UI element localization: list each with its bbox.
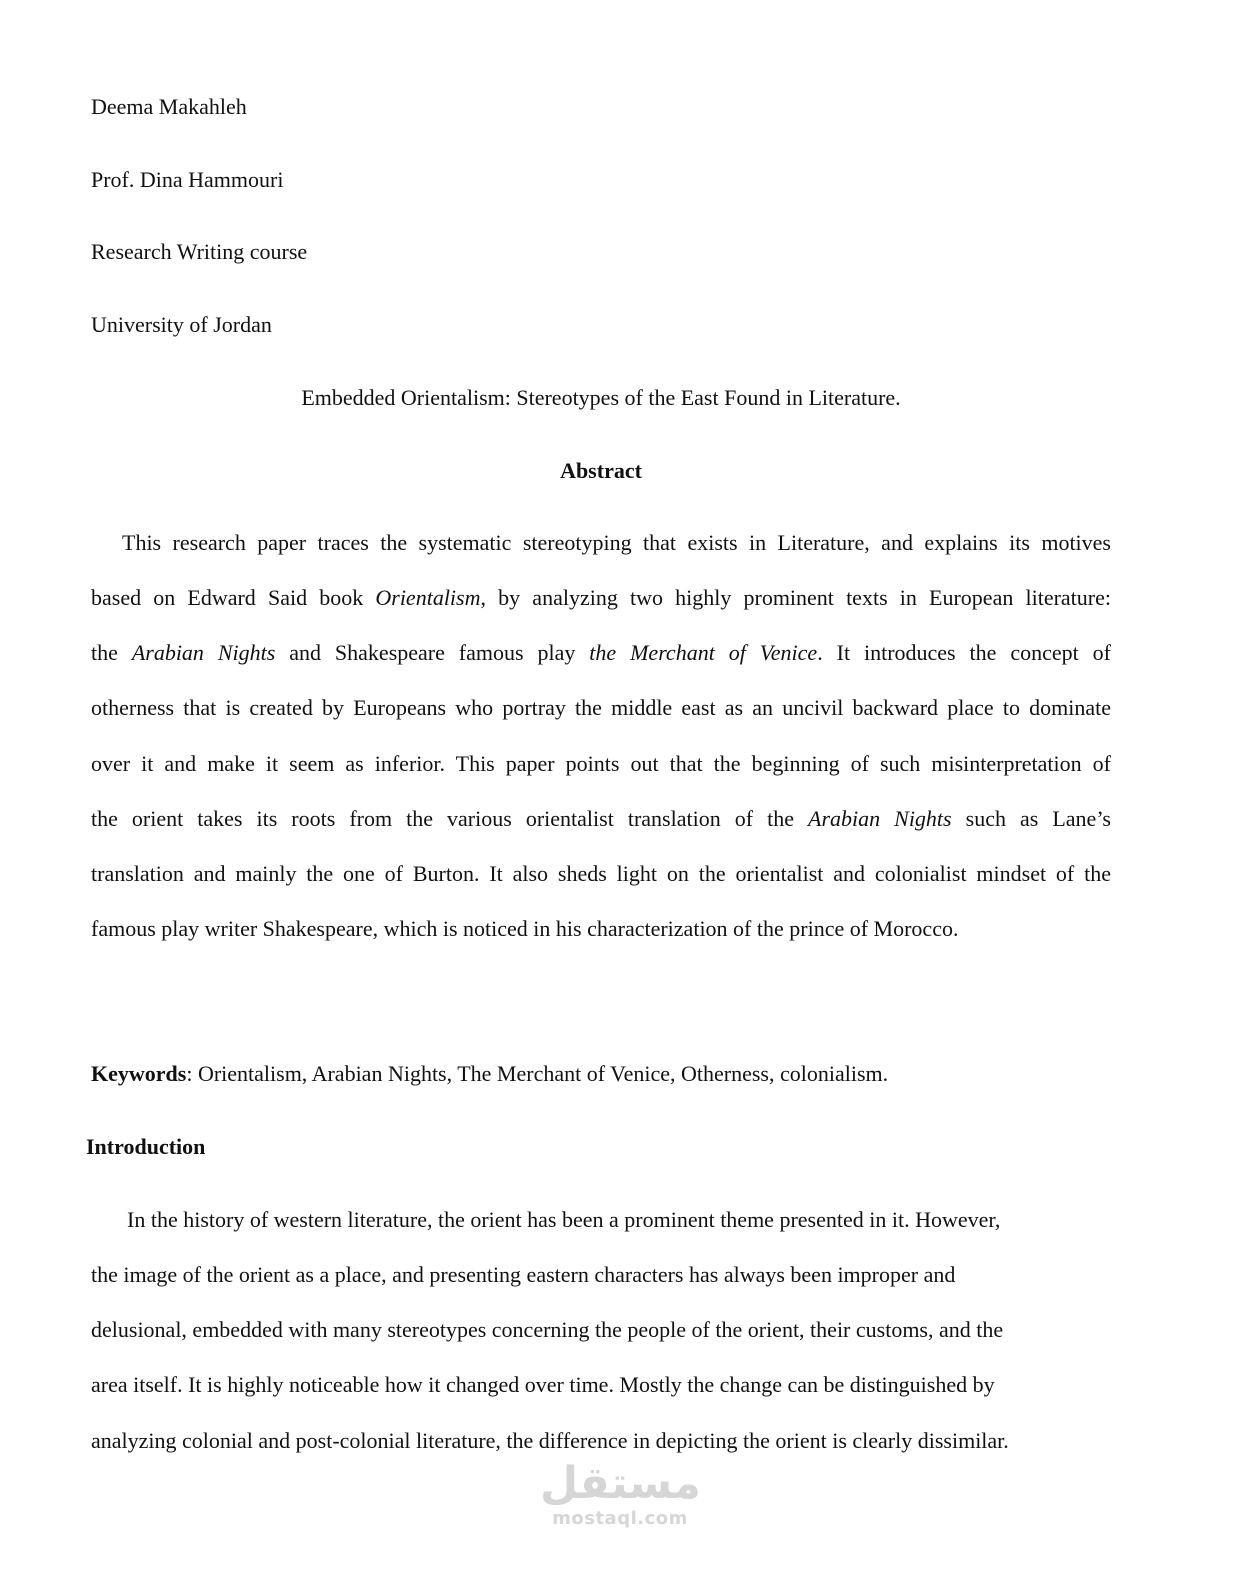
abstract-heading: Abstract <box>560 458 642 483</box>
abstract-line <box>91 805 1111 833</box>
text-run: the orient takes its roots from the various orientalist translation of the <box>91 806 808 831</box>
course-name: Research Writing course <box>91 239 308 264</box>
introduction-line: area itself. It is highly noticeable how it changed over time. Mostly the change can be distinguished by <box>91 1372 995 1397</box>
keywords-text: : Orientalism, Arabian Nights, The Merchant of Venice, Otherness, colonialism. <box>186 1061 889 1086</box>
abstract-line <box>91 584 1111 612</box>
paper-title: Embedded Orientalism: Stereotypes of the East Found in Literature. <box>301 385 901 410</box>
introduction-heading: Introduction <box>86 1134 206 1159</box>
text-run: . It introduces the concept of <box>817 640 1111 665</box>
watermark <box>540 1460 700 1530</box>
introduction-line: In the history of western literature, the orient has been a prominent theme presented in it. However, <box>127 1207 1001 1232</box>
text-run: based on Edward Said book <box>91 585 376 610</box>
abstract-line: over it and make it seem as inferior. This paper points out that the beginning of such misinterpretation of <box>91 751 1111 776</box>
abstract-line: This research paper traces the systematic stereotyping that exists in Literature, and explains its motives <box>122 530 1111 555</box>
university-name: University of Jordan <box>91 312 272 337</box>
book-title: Orientalism <box>375 585 481 610</box>
keywords-label: Keywords <box>91 1061 187 1086</box>
text-run: such as Lane’s <box>951 806 1111 831</box>
abstract-line: famous play writer Shakespeare, which is noticed in his characterization of the prince of Morocco. <box>91 916 959 941</box>
introduction-line: analyzing colonial and post-colonial literature, the difference in depicting the orient is clearly dissimilar. <box>91 1428 1009 1453</box>
introduction-line: delusional, embedded with many stereotypes concerning the people of the orient, their customs, and the <box>91 1317 1004 1342</box>
text-run: , by analyzing two highly prominent texts in European literature: <box>480 585 1111 610</box>
keywords-line <box>91 1060 888 1088</box>
book-title: the Merchant of Venice <box>589 640 818 665</box>
professor-name: Prof. Dina Hammouri <box>91 167 284 192</box>
abstract-line <box>91 639 1111 667</box>
watermark-logo: مستقل <box>540 1458 701 1509</box>
abstract-line: translation and mainly the one of Burton. It also sheds light on the orientalist and colonialist mindset of the <box>91 861 1111 886</box>
watermark-url: mostaql.com <box>552 1508 688 1529</box>
book-title: Arabian Nights <box>808 806 952 831</box>
abstract-line: otherness that is created by Europeans who portray the middle east as an uncivil backward place to dominate <box>91 695 1111 720</box>
text-run: the <box>91 640 132 665</box>
introduction-line: the image of the orient as a place, and presenting eastern characters has always been improper and <box>91 1262 956 1287</box>
book-title: Arabian Nights <box>131 640 276 665</box>
author-name: Deema Makahleh <box>91 94 247 119</box>
text-run: and Shakespeare famous play <box>275 640 590 665</box>
